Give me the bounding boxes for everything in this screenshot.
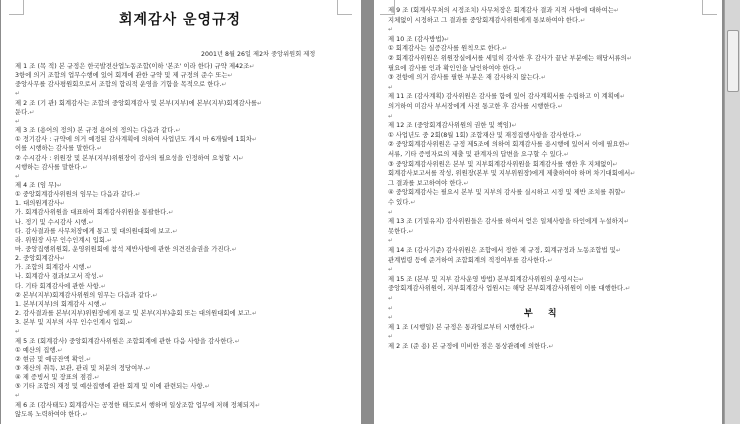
paragraph-mark-icon: ↵ — [626, 55, 632, 62]
paragraph-mark-icon: ↵ — [463, 179, 469, 187]
paragraph-mark-icon: ↵ — [251, 310, 258, 318]
paragraph-mark-icon: ↵ — [82, 163, 88, 171]
text-line — [388, 64, 522, 74]
line-text: 제 2 조 (준 용) 본 규정에 미비한 점은 통상관례에 의한다. — [388, 343, 549, 350]
text-line — [15, 154, 244, 164]
line-text: ③ 재산의 취득, 보관, 관리 및 처분의 정당여부. — [15, 364, 146, 372]
text-line — [388, 160, 618, 170]
line-text: 필요에 감사를 인과 확인인을 날인하여야 한다. — [388, 64, 517, 72]
paragraph-mark-icon: ↵ — [15, 117, 21, 125]
line-text: 제 15 조 (본부 및 지부 감사운영 방법) 본부회계감사위원의 운영시는 — [388, 275, 580, 283]
line-text: ④ 제 증빙서 및 장표의 점검. — [15, 374, 95, 382]
line-text: 제 1 조 (목 적) 본 규정은 한국발전산업노동조합(이하 '본조' 이라 한다) 규약 제42조 — [15, 63, 250, 70]
text-line — [388, 342, 554, 352]
line-text: 제 1 조 (시행일) 본 규정은 통과일로부터 시행한다. — [388, 323, 531, 331]
paragraph-mark-icon: ↵ — [388, 333, 394, 341]
text-line — [15, 108, 34, 118]
line-text: 제 14 조 (감사기준) 감사위원은 조합에서 정한 제 규정, 회계규정과 노동조합법 및 — [388, 247, 616, 254]
text-line — [15, 126, 181, 136]
text-line — [388, 169, 635, 179]
text-line — [388, 54, 632, 64]
paragraph-mark-icon: ↵ — [175, 127, 181, 135]
line-text: 그 결과를 보고하여야 한다. — [388, 179, 464, 187]
paragraph-mark-icon: ↵ — [547, 256, 553, 264]
line-text: 수 있다. — [388, 199, 411, 206]
document-title: 회계감사 운영규정 — [119, 12, 242, 28]
line-text: 제 12 조 (중앙회계감사위원의 권한 및 책임) — [388, 122, 512, 130]
text-line — [388, 131, 582, 141]
text-line — [15, 199, 65, 209]
line-text: 의거하여 미감사 부서장에게 사전 통고한 후 감사를 시행한다. — [388, 103, 558, 110]
paragraph-mark-icon: ↵ — [388, 208, 394, 216]
text-line — [15, 117, 20, 127]
paragraph-mark-icon: ↵ — [444, 35, 450, 43]
paragraph-mark-icon: ↵ — [88, 218, 94, 226]
text-line — [15, 337, 240, 347]
paragraph-mark-icon: ↵ — [625, 285, 631, 293]
text-line — [388, 150, 569, 160]
paragraph-mark-icon: ↵ — [624, 218, 630, 226]
line-text: 제 11 조 (감사계획) 감사위원은 감사를 함에 있어 감사계획서를 수립하고 이 계획에 — [388, 93, 620, 101]
line-text: 제 10 조 (감사방법) — [388, 35, 445, 43]
paragraph-mark-icon: ↵ — [96, 145, 102, 153]
text-line — [15, 181, 62, 191]
line-text: 가. 조합의 회계감사 시행. — [15, 264, 87, 272]
text-line — [15, 373, 99, 383]
paragraph-mark-icon: ↵ — [619, 93, 626, 101]
line-text: 다. 감사결과를 사무처장에게 통고 및 대의원대회에 보고. — [15, 227, 173, 235]
line-text: 라. 위원장 사무 인수인계시 입회. — [15, 236, 108, 244]
text-line — [388, 121, 517, 131]
text-line — [388, 227, 414, 237]
text-line — [15, 89, 20, 99]
text-line — [15, 71, 233, 81]
paragraph-mark-icon: ↵ — [624, 141, 630, 149]
text-line — [15, 172, 20, 182]
text-line — [388, 208, 393, 218]
text-line — [388, 16, 585, 26]
line-text: ① 회계감사는 실증감사를 원칙으로 한다. — [388, 45, 503, 53]
line-text: 나. 회계감사 결과보고서 작성. — [15, 273, 99, 281]
line-text: 회계감사보고서를 작성, 위원장(본부 및 지부위원장)에게 제출하여야 하며 차기대회에서 — [388, 170, 631, 178]
text-line — [15, 80, 227, 90]
text-line — [15, 318, 133, 328]
text-line — [388, 6, 619, 16]
paragraph-mark-icon: ↵ — [388, 112, 394, 120]
margin-corner-mark — [9, 0, 24, 15]
line-text: ② 본부(지부)회계감사위원의 임무는 다음과 같다. — [15, 291, 153, 299]
text-line — [15, 364, 151, 374]
text-line — [388, 304, 393, 314]
text-line — [388, 284, 630, 294]
text-line — [388, 35, 449, 45]
line-text: 이를 시행하는 감사를 말한다. — [15, 145, 97, 153]
text-line — [15, 300, 107, 310]
text-line — [388, 332, 393, 342]
text-line — [15, 144, 102, 154]
paragraph-mark-icon: ↵ — [410, 199, 416, 206]
paragraph-mark-icon: ↵ — [57, 346, 63, 354]
paragraph-mark-icon: ↵ — [29, 108, 35, 116]
line-text: 제 9 조 (회계사무처의 시정조치) 사무처장은 회계감사 결과 지적 사항에 대하여는 — [388, 7, 614, 14]
paragraph-mark-icon: ↵ — [135, 191, 141, 199]
paragraph-mark-icon: ↵ — [516, 64, 522, 72]
line-text: 나. 정기 및 수시감사 시행. — [15, 218, 89, 226]
paragraph-mark-icon: ↵ — [576, 131, 582, 139]
line-text: 가. 회계감사위원을 대표하여 회계감사위원을 통괄한다. — [15, 209, 169, 217]
text-line — [388, 198, 416, 208]
paragraph-mark-icon: ↵ — [557, 103, 563, 110]
line-text: 중앙회계감사위원이, 지부회계감사 업원시는 해당 본부회계감사위원이 이를 대행한다. — [388, 285, 626, 293]
line-text: 둔다. — [15, 108, 30, 116]
text-line — [15, 135, 257, 145]
paragraph-mark-icon: ↵ — [388, 304, 394, 312]
text-line — [15, 190, 140, 200]
paragraph-mark-icon: ↵ — [15, 90, 21, 98]
line-text: 3. 본부 및 지부의 사무 인수인계시 입회. — [15, 319, 128, 327]
paragraph-mark-icon: ↵ — [94, 374, 100, 382]
document-page-left — [1, 0, 361, 424]
line-text: 2. 감사결과를 본부(지부)위원장에게 통고 및 본부(지부)총회 또는 대의원대회에 보고. — [15, 310, 252, 318]
paragraph-mark-icon: ↵ — [221, 81, 227, 89]
paragraph-mark-icon: ↵ — [613, 7, 619, 14]
paragraph-mark-icon: ↵ — [168, 209, 174, 217]
paragraph-mark-icon: ↵ — [204, 383, 210, 391]
paragraph-mark-icon: ↵ — [563, 151, 569, 158]
text-line — [15, 327, 20, 337]
line-text: 1. 본부(지부)의 회계감사 시행. — [15, 300, 102, 308]
text-line — [388, 236, 393, 246]
line-text: ② 회계감사위원은 위원장실에서를 세밀히 감사한 후 감사가 끝난 부분에는 해당서류의 — [388, 55, 627, 62]
text-line — [15, 355, 91, 365]
text-line — [388, 73, 546, 83]
paragraph-mark-icon: ↵ — [540, 74, 547, 82]
paragraph-mark-icon: ↵ — [388, 26, 394, 34]
text-line — [388, 265, 393, 275]
supplementary-heading: 부 칙 — [524, 309, 563, 319]
text-line — [15, 309, 257, 319]
paragraph-mark-icon: ↵ — [388, 83, 394, 91]
paragraph-mark-icon: ↵ — [620, 189, 626, 197]
margin-corner-mark — [337, 0, 352, 15]
paragraph-mark-icon: ↵ — [612, 160, 618, 168]
paragraph-mark-icon: ↵ — [127, 319, 133, 327]
text-line — [388, 188, 626, 198]
text-line — [388, 217, 629, 227]
paragraph-mark-icon: ↵ — [615, 247, 621, 254]
paragraph-mark-icon: ↵ — [388, 266, 394, 274]
paragraph-mark-icon: ↵ — [15, 328, 21, 336]
line-text: 제 13 조 (기밀유지) 감사위원들은 감사를 하여서 얻은 일체사항을 타인에게 누설하지 — [388, 218, 625, 226]
paragraph-mark-icon: ↵ — [511, 122, 517, 130]
text-line — [15, 236, 112, 246]
paragraph-mark-icon: ↵ — [152, 291, 158, 299]
text-line — [388, 92, 625, 102]
paragraph-mark-icon: ↵ — [15, 172, 21, 180]
paragraph-mark-icon: ↵ — [388, 314, 394, 322]
paragraph-mark-icon: ↵ — [255, 401, 261, 409]
text-line — [15, 163, 88, 173]
margin-corner-mark — [702, 0, 717, 15]
paragraph-mark-icon: ↵ — [548, 343, 554, 350]
text-line — [15, 62, 254, 72]
paragraph-mark-icon: ↵ — [145, 364, 151, 372]
paragraph-mark-icon: ↵ — [388, 295, 394, 302]
text-line — [15, 245, 237, 255]
line-text: ① 예산의 집행. — [15, 346, 58, 354]
line-text: ② 중앙회계감사위원은 규정 제5조에 의하여 회계감사를 용시행에 있어서 이에 필요한 — [388, 141, 625, 149]
text-line — [15, 254, 65, 264]
line-text: 3항에 의거 조합의 업무수행에 있어 회계에 관한 규약 및 제 규정의 준수 또는 — [15, 72, 228, 80]
paragraph-mark-icon: ↵ — [234, 337, 240, 345]
text-line — [15, 208, 173, 218]
text-line — [15, 346, 63, 356]
line-text: ① 사업년도 중 2회(8월 1회) 조합재산 및 재정집행사항을 감사한다. — [388, 131, 577, 139]
paragraph-mark-icon: ↵ — [101, 300, 107, 308]
line-text: 못한다. — [388, 227, 409, 235]
paragraph-mark-icon: ↵ — [59, 200, 66, 208]
line-text: 서류, 기타 증빙자료의 제출 및 관계자의 답변을 요구할 수 있다. — [388, 151, 564, 158]
paragraph-mark-icon: ↵ — [251, 136, 257, 144]
paragraph-mark-icon: ↵ — [257, 99, 263, 107]
line-text: 제 3 조 (용어의 정의) 본 규정 용어의 정의는 다음과 같다. — [15, 127, 176, 135]
line-text: 제 4 조 (임 무) — [15, 181, 57, 189]
text-line — [15, 401, 260, 411]
paragraph-mark-icon: ↵ — [172, 227, 178, 235]
paragraph-mark-icon: ↵ — [238, 154, 244, 162]
paragraph-mark-icon: ↵ — [56, 181, 62, 189]
text-line — [15, 227, 178, 237]
paragraph-mark-icon: ↵ — [579, 275, 585, 283]
paragraph-mark-icon: ↵ — [227, 72, 233, 80]
text-line — [15, 291, 158, 301]
line-text: ① 정기감사 : 규약에 의거 예정된 감사계획에 의하여 사업년도 개시 마 6개월에 1회차 — [15, 136, 252, 144]
text-line — [388, 246, 621, 256]
line-text: ② 현금 및 예금잔액 확인. — [15, 355, 87, 363]
paragraph-mark-icon: ↵ — [530, 323, 536, 331]
line-text: ② 수시감사 : 위원장 및 본부(지부)위원장이 감사의 필요성을 인정하여 요청할 시 — [15, 154, 239, 162]
line-text: 2. 중앙회계감사 — [15, 255, 60, 263]
text-line — [388, 179, 469, 189]
text-line — [388, 102, 563, 112]
text-line — [15, 218, 94, 228]
line-text: 않도록 노력하여야 한다. — [15, 410, 83, 418]
line-text: ⑤ 기타 조합의 재정 및 예산집행에 관한 회계 및 이에 관련되는 사항. — [15, 383, 205, 391]
paragraph-mark-icon: ↵ — [580, 16, 586, 24]
line-text: 다. 기타 회계감사에 관한 사항. — [15, 282, 101, 290]
text-line — [15, 391, 20, 401]
paragraph-mark-icon: ↵ — [231, 246, 237, 253]
text-line — [15, 382, 210, 392]
paragraph-mark-icon: ↵ — [82, 410, 88, 418]
line-text: 지체없이 시정하고 그 결과를 중앙회계감사위원에게 통보하여야 한다. — [388, 16, 581, 24]
paragraph-mark-icon: ↵ — [86, 264, 92, 272]
line-text: 제 6 조 (감사태도) 회계감사는 공정한 태도로서 행하며 일상조합 업무에 저해 정체되지 — [15, 401, 256, 409]
paragraph-mark-icon: ↵ — [502, 45, 508, 53]
text-line — [388, 140, 630, 150]
paragraph-mark-icon: ↵ — [100, 282, 106, 290]
text-line — [388, 83, 393, 93]
document-page-right — [374, 0, 722, 424]
scrollbar-thumb[interactable] — [727, 30, 739, 92]
line-text: 중앙사무를 감사평원회으로서 조합의 합리적 운영을 기함을 목적으로 한다. — [15, 81, 222, 89]
paragraph-mark-icon: ↵ — [59, 255, 66, 263]
text-line — [388, 294, 393, 304]
enactment-date: 2001년 8월 26일 제2차 중앙위원회 제정 — [201, 51, 316, 58]
line-text: 마. 중앙집행위원회, 운영위원회에 참석 제반사항에 관한 의견진술권을 가진다. — [15, 246, 232, 253]
text-line — [388, 44, 507, 54]
line-text: ③ 전항에 의거 감사를 필한 부분은 재 감사하지 않는다. — [388, 74, 541, 82]
paragraph-mark-icon: ↵ — [15, 392, 21, 400]
paragraph-mark-icon: ↵ — [86, 355, 92, 363]
line-text: 관계법령 등에 준거하여 조합회계의 적정여부를 감사한다. — [388, 256, 548, 264]
line-text: 1. 대의원게감사 — [15, 200, 60, 208]
text-line — [388, 323, 535, 333]
text-line — [15, 282, 106, 292]
line-text: ③ 중앙회계감사위원은 본부 및 지부회계감사위원을 회계감사를 행한 후 지체없이 — [388, 160, 613, 168]
text-line — [15, 99, 262, 109]
text-line — [388, 275, 584, 285]
text-line — [388, 256, 553, 266]
text-line — [15, 263, 92, 273]
line-text: 시행하는 감사를 말한다. — [15, 163, 83, 171]
paragraph-mark-icon: ↵ — [408, 227, 414, 235]
text-line — [15, 272, 104, 282]
text-line — [388, 112, 393, 122]
text-line — [388, 25, 393, 35]
line-text: ① 중앙회계감사위원의 임무는 다음과 같다. — [15, 191, 136, 199]
line-text: ④ 중앙회계감사는 필요시 본부 및 지부의 감사를 실시하고 시정 및 제반 조치를 취할 — [388, 189, 621, 197]
paragraph-mark-icon: ↵ — [630, 170, 636, 178]
paragraph-mark-icon: ↵ — [249, 63, 255, 70]
text-line — [15, 410, 88, 420]
line-text: 제 2 조 (기 관) 회계감사는 조합의 중앙회계감사 및 본부(지부)에 본부(지부)회계감사를 — [15, 99, 257, 107]
paragraph-mark-icon: ↵ — [98, 273, 104, 281]
text-line — [388, 313, 393, 323]
paragraph-mark-icon: ↵ — [107, 236, 113, 244]
line-text: 제 5 조 (회계감사) 중앙회계감사위원은 조합회계에 관한 다음 사항을 감사한다. — [15, 337, 235, 345]
paragraph-mark-icon: ↵ — [388, 237, 394, 245]
